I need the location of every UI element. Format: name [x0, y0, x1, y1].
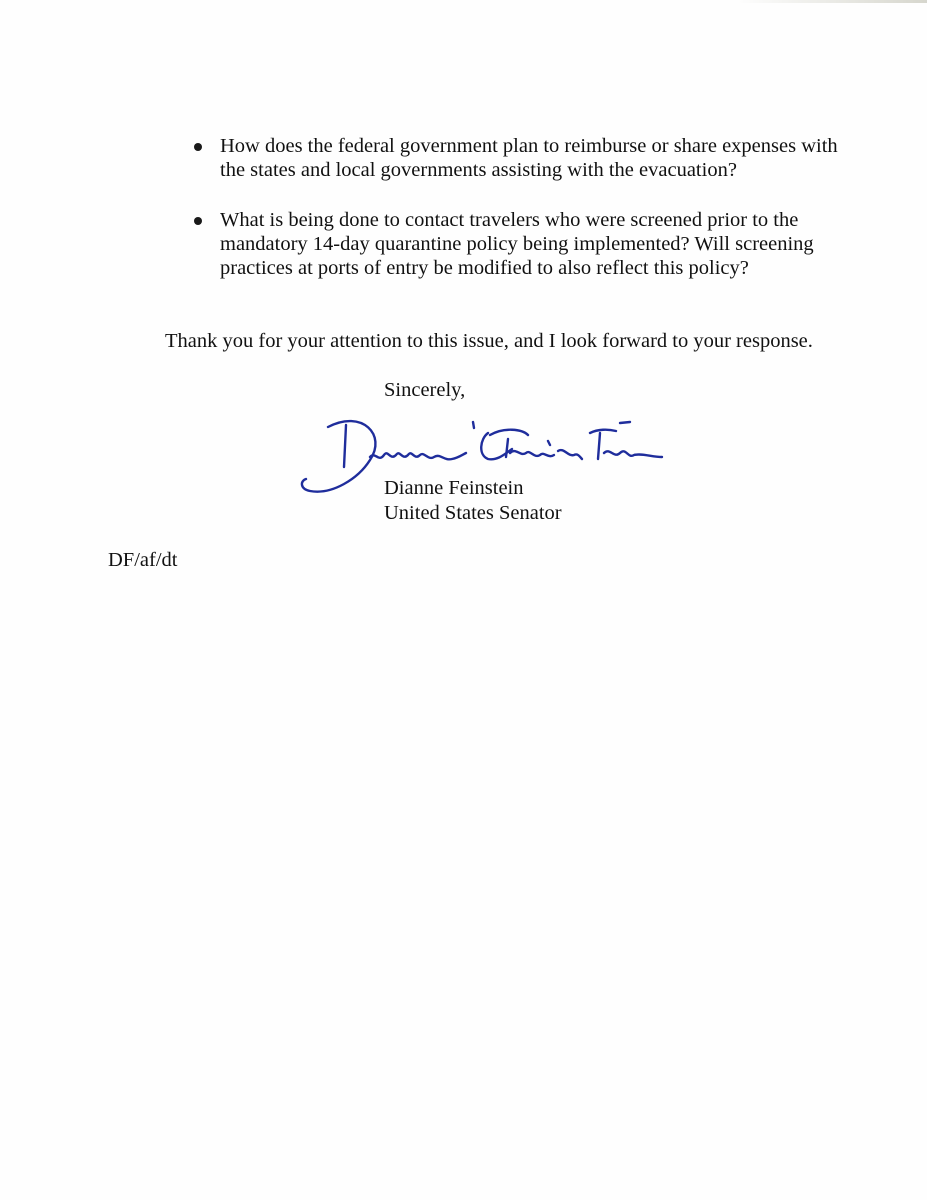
- reference-initials: DF/af/dt: [108, 549, 178, 571]
- question-item-travelers: [190, 208, 850, 280]
- sign-off: Sincerely,: [384, 379, 466, 401]
- bullet-icon: [194, 143, 202, 151]
- signer-title: United States Senator: [384, 502, 562, 524]
- bullet-icon: [194, 217, 202, 225]
- signer-block: [384, 476, 562, 526]
- question-text: What is being done to contact travelers who were screened prior to the mandatory 14-day quarantine policy being implemented? Will screening practices at ports of entry be modified to also reflect this policy?: [220, 209, 814, 279]
- scan-edge-mark: [737, 0, 927, 3]
- question-text: How does the federal government plan to reimburse or share expenses with the states and local governments assisting with the evacuation?: [220, 135, 838, 181]
- signer-name: Dianne Feinstein: [384, 477, 524, 499]
- question-list: [190, 134, 850, 306]
- closing-paragraph: Thank you for your attention to this issue, and I look forward to your response.: [165, 330, 813, 352]
- question-item-reimbursement: [190, 134, 850, 182]
